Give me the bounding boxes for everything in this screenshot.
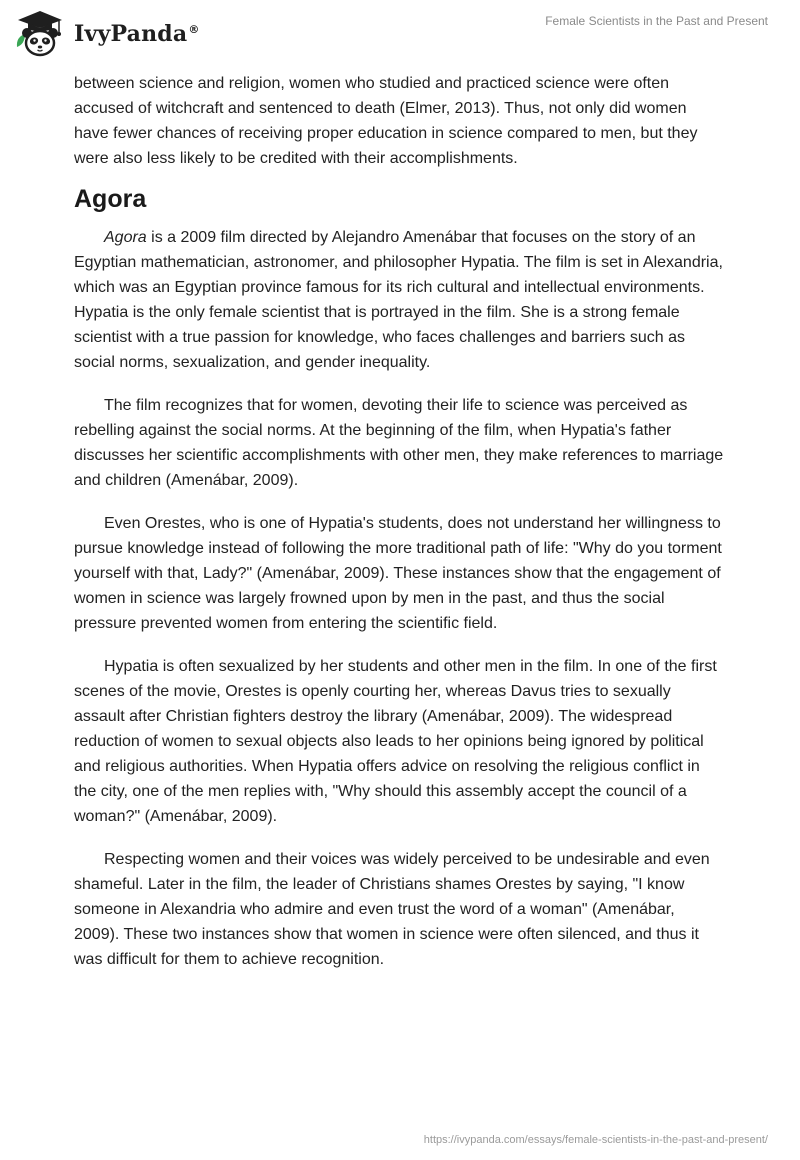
paragraph-1 (74, 225, 724, 375)
intro-paragraph: between science and religion, women who studied and practiced science were often accused of witchcraft and sentenced to death (Elmer, 2013). Thus, not only did women have fewer chances of receiving proper education in science compared to men, but they were also less likely to be credited with their accomplishments. (74, 75, 698, 167)
source-url[interactable]: https://ivypanda.com/essays/female-scientists-in-the-past-and-present/ (423, 1134, 768, 1146)
brand-name: IvyPanda® (74, 21, 200, 47)
essay-body (74, 71, 724, 990)
paragraph-5: Respecting women and their voices was widely perceived to be undesirable and even shameful. Later in the film, the leader of Christians shames Orestes by saying, "I know someone in Alexandria who admire and even trust the word of a woman" (Amenábar, 2009). These two instances show that women in science were often silenced, and thus it was difficult for them to achieve recognition. (74, 851, 710, 968)
registered-mark: ® (188, 22, 200, 36)
page-header (0, 0, 800, 64)
film-title-italic: Agora (104, 229, 147, 246)
panda-graduate-icon (14, 9, 66, 59)
brand-logo[interactable] (14, 8, 200, 60)
section-heading-agora: Agora (74, 185, 147, 213)
paragraph-3: Even Orestes, who is one of Hypatia's students, does not understand her willingness to pursue knowledge instead of following the more traditional path of life: "Why do you torment yourself with that, Lady?" (Amenábar, 2009). These instances show that the engagement of women in science was largely frowned upon by men in the past, and thus the social pressure prevented women from entering the scientific field. (74, 515, 722, 632)
paragraph-4: Hypatia is often sexualized by her students and other men in the film. In one of the first scenes of the movie, Orestes is openly courting her, whereas Davus tries to sexually assault after Christian fighters destroy the library (Amenábar, 2009). The widespread reduction of women to sexual objects also leads to her opinions being ignored by political and religious authorities. When Hypatia offers advice on resolving the religious conflict in the city, one of the men replies with, "Why should this assembly accept the council of a woman?" (Amenábar, 2009). (74, 658, 717, 825)
paragraph-2: The film recognizes that for women, devoting their life to science was perceived as rebelling against the social norms. At the beginning of the film, when Hypatia's father discusses her scientific accomplishments with other men, they make references to marriage and children (Amenábar, 2009). (74, 397, 724, 489)
paragraph-1-text: is a 2009 film directed by Alejandro Amenábar that focuses on the story of an Egyptian mathematician, astronomer, and philosopher Hypatia. The film is set in Alexandria, which was an Egyptian province famous for its rich cultural and intellectual environments. Hypatia is the only female scientist that is portrayed in the film. She is a strong female scientist with a true passion for knowledge, who faces challenges and barriers such as social norms, sexualization, and gender inequality. (74, 229, 723, 371)
document-title: Female Scientists in the Past and Present (545, 14, 768, 28)
